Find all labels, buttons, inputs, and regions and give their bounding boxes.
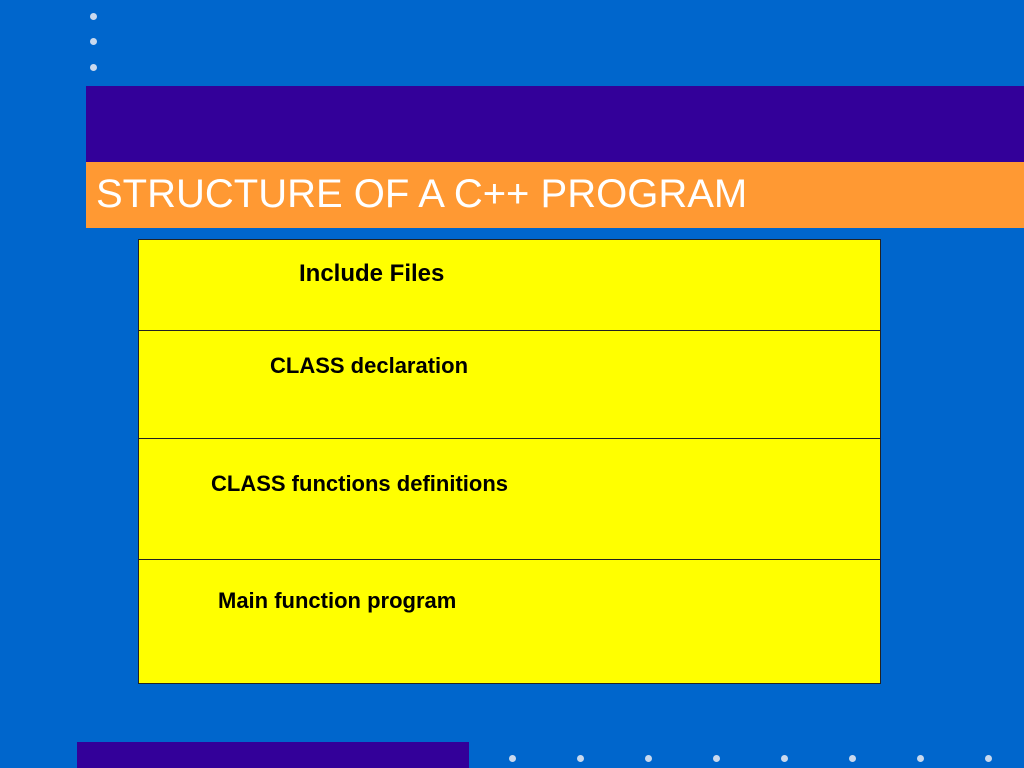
- program-structure-table: [138, 239, 881, 684]
- row-label: Main function program: [218, 588, 457, 613]
- decorative-dot: [985, 755, 992, 762]
- decorative-dot: [781, 755, 788, 762]
- structure-row-main-function: [139, 559, 880, 683]
- decorative-dot: [917, 755, 924, 762]
- row-label: Include Files: [299, 260, 445, 287]
- structure-row-class-functions: [139, 438, 880, 559]
- decorative-dot: [645, 755, 652, 762]
- footer-band: [77, 742, 469, 768]
- row-label: CLASS declaration: [270, 353, 469, 378]
- decorative-dot: [713, 755, 720, 762]
- structure-row-class-declaration: [139, 330, 880, 438]
- decorative-dot: [509, 755, 516, 762]
- title-bar: [86, 162, 1024, 228]
- decorative-dot: [577, 755, 584, 762]
- decorative-dot: [849, 755, 856, 762]
- slide-title: STRUCTURE OF A C++ PROGRAM: [96, 172, 748, 216]
- decorative-dot: [90, 13, 97, 20]
- row-label: CLASS functions definitions: [211, 471, 508, 496]
- decorative-dot: [90, 38, 97, 45]
- decorative-dot: [90, 64, 97, 71]
- structure-row-include-files: [139, 240, 880, 330]
- header-band: [86, 86, 1024, 162]
